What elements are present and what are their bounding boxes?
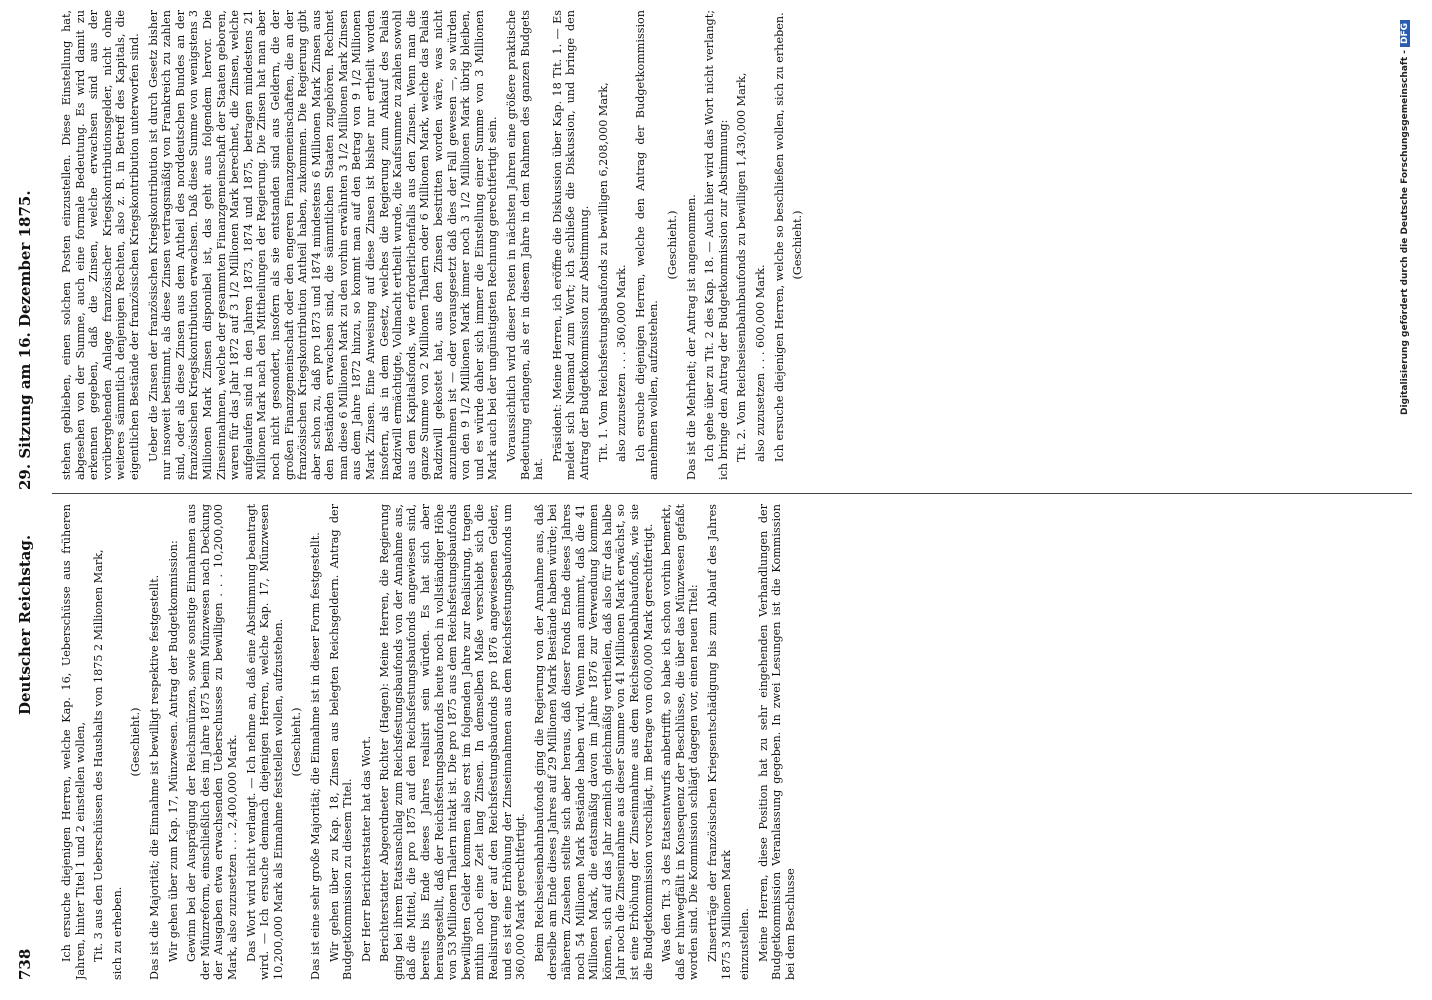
- column-divider: [52, 493, 1412, 494]
- paragraph: stehen geblieben, einen solchen Posten einzustellen. Diese Einstellung hat, abgesehen von der Summe, auch eine formale Bedeutung. Es wird damit zu erkennen gegeben, daß die Zinsen, welche erwachsen sind aus der vorübergehenden Anlage französischer Kriegskontributionsgelder, nicht ohne weiteres sämmtlich denjenigen Rechten, also z. B. in Betreff des Kapitals, die eigentlichen Bestände der französischen Kriegskontribution unterworfen sind.: [60, 10, 141, 480]
- paragraph: Meine Herren, diese Position hat zu sehr eingehenden Verhandlungen der Budgetkommission Veranlassung gegeben. In zwei Lesungen ist die Kommission bei dem Beschlusse: [756, 504, 797, 980]
- paragraph: Was den Tit. 3 des Etatsentwurfs anbetrifft, so habe ich schon vorhin bemerkt, daß er hinwegfällt in Konsequenz der Beschlüsse, die über das Münzwesen gefaßt worden sind. Die Kommission schlägt dagegen vor, einen neuen Titel:: [660, 504, 701, 980]
- paragraph: Gewinn bei der Ausprägung der Reichsmünzen, sowie sonstige Einnahmen aus der Münzreform, einschließlich des im Jahre 1875 beim Münzwesen nach Deckung der Ausgaben etwa erwachsenden Ueberschusses zu bewilligen . . . 10,200,000 Mark, also zuzusetzen . . . 2,400,000 Mark.: [185, 504, 239, 980]
- paragraph: Voraussichtlich wird dieser Posten in nächsten Jahren eine größere praktische Bedeutung erlangen, als er in diesem Jahre in dem Rahmen des ganzen Budgets hat.: [505, 10, 546, 480]
- paragraph: sich zu erheben.: [110, 886, 124, 980]
- dfg-logo: DFG: [1400, 20, 1410, 47]
- header-left-title: Deutscher Reichstag.: [16, 534, 34, 715]
- paragraph: Berichterstatter Abgeordneter Richter (Hagen): Meine Herren, die Regierung ging bei ihrem Etatsanschlag zum Reichsfestungsbaufonds von der Annahme aus, daß die Mittel, die pro 1875 auf den Reichsfestungsbaufonds angewiesen sind, bereits bis Ende dieses Jahres realisirt sein würden. Es hat sich aber herausgestellt, daß der Reichsfestungsbaufonds heute noch in vollständiger Höhe von 53 Millionen Thalern intakt ist. Die pro 1875 aus dem Reichsfestungsbaufonds bewilligten Gelder kommen also erst im folgenden Jahre zur Realisirung, tragen mithin noch eine Zeit lang Zinsen. In demselben Maße verschiebt sich die Realisirung der auf den Reichsfestungsbaufonds pro 1876 angewiesenen Gelder, und es ist eine Erhöhung der Zinseinnahmen aus dem Reichsfestungsbaufonds um 360,000 Mark gerechtfertigt.: [378, 504, 528, 980]
- paragraph: (Geschieht.): [665, 210, 679, 280]
- paragraph: Tit. 3 aus den Ueberschüssen des Haushalts von 1875 2 Millionen Mark,: [92, 549, 106, 962]
- paragraph: Ich gehe über zu Tit. 2 des Kap. 18. — Auch hier wird das Wort nicht verlangt; ich bringe den Antrag der Budgetkommission zur Abstimmung:: [703, 10, 730, 480]
- paragraph: also zuzusetzen . . . 360,000 Mark.: [615, 264, 629, 462]
- footer-text: Digitalisierung gefördert durch die Deutsche Forschungsgemeinschaft -: [1400, 50, 1410, 415]
- paragraph: Ich ersuche diejenigen Herren, welche Kap. 16, Ueberschüsse aus früheren Jahren, hinter Titel 1 und 2 einstellen wollen,: [60, 504, 87, 980]
- page-header: [6, 20, 40, 980]
- header-right-title: 29. Sitzung am 16. Dezember 1875.: [16, 190, 34, 490]
- paragraph: Tit. 2. Vom Reichseisenbahnbaufonds zu bewilligen 1,430,000 Mark,: [735, 72, 749, 462]
- text-column-right: [60, 10, 1410, 480]
- paragraph: Beim Reichseisenbahnbaufonds ging die Regierung von der Annahme aus, daß derselbe am Ende dieses Jahres auf 29 Millionen Mark Bestände haben würde; bei näherem Zusehen stellte sich aber heraus, daß dieser Fonds Ende dieses Jahres noch 54 Millionen Mark Bestände haben wird. Wenn man annimmt, daß die 41 Millionen Mark, die etatsmäßig davon im Jahre 1876 zur Verwendung kommen können, sich auf das Jahr ziemlich gleichmäßig vertheilen, daß also für das halbe Jahr noch die Zinseinnahme aus dieser Summe von 41 Millionen Mark erwächst, so ist eine Erhöhung der Zinseinnahme aus dem Reichseisenbahnbaufonds, wie sie die Budgetkommission vorschlägt, im Betrage von 600,000 Mark gerechtfertigt.: [532, 504, 655, 980]
- paragraph: Wir gehen über zum Kap. 17, Münzwesen. Antrag der Budgetkommission:: [166, 540, 180, 962]
- paragraph: Ich ersuche diejenigen Herren, welche den Antrag der Budgetkommission annehmen wollen, aufzustehen.: [633, 10, 661, 480]
- paragraph: einzustellen.: [738, 908, 752, 980]
- paragraph: also zuzusetzen . . . 600,000 Mark.: [753, 264, 767, 462]
- paragraph: Wir gehen über zu Kap. 18, Zinsen aus belegten Reichsgeldern. Antrag der Budgetkommission zu diesem Titel.: [327, 504, 355, 980]
- paragraph: (Geschieht.): [290, 707, 304, 777]
- paragraph: Das ist die Mehrheit; der Antrag ist angenommen.: [684, 194, 698, 480]
- text-column-left: [60, 504, 1410, 980]
- page-number: 738: [16, 948, 34, 980]
- paragraph: Ueber die Zinsen der französischen Kriegskontribution ist durch Gesetz bisher nur insoweit bestimmt, als diese Zinsen vertragsmäßig von Frankreich zu zahlen sind, oder als diese Zinsen aus dem Antheil des norddeutschen Bundes an der französischen Kriegskontribution erwachsen. Daß diese Summe von wenigstens 3 Millionen Mark Zinsen disponibel ist, das geht aus folgendem hervor. Die Zinseinnahmen, welche der gesammten Finanzgemeinschaft der Staaten geboren, waren für das Jahr 1872 auf 3 1/2 Millionen Mark berechnet, die Zinsen, welche aufgelaufen sind in den Jahren 1873, 1874 und 1875, betragen mindestens 21 Millionen Mark nach den Mittheilungen der Regierung. Die Zinsen hat man aber noch nicht gesondert, insofern als sie entstanden sind aus Geldern, die der großen Finanzgemeinschaft oder den engeren Finanzgemeinschaften, die an der französischen Kriegskontribution Antheil haben, zukommen. Die Regierung gibt aber schon zu, daß pro 1873 und 1874 mindestens 6 Millionen Mark Zinsen aus den Beständen erwachsen sind, die sämmtlichen Staaten zugehören. Rechnet man diese 6 Millionen Mark zu den vorhin erwähnten 3 1/2 Millionen Mark Zinsen aus dem Jahre 1872 hinzu, so kommt man auf den Betrag von 9 1/2 Millionen Mark Zinsen. Eine Anweisung auf diese Zinsen ist bisher nur ertheilt worden insofern, als in dem Gesetz, welches die Regierung zum Ankauf des Palais Radziwill ermächtigte, Vollmacht ertheilt wurde, die Kaufsumme zu zahlen sowohl aus dem Kapitalsfonds, wie erforderlichenfalls aus den Zinsen. Wenn man die ganze Summe von 2 Millionen Thalern oder 6 Millionen Mark, welche das Palais Radziwill gekostet hat, aus den Zinsen bestritten worden wäre, was nicht anzunehmen ist — oder vorausgesetzt daß dies der Fall gewesen —, so würden von den 9 1/2 Millionen Mark immer noch 3 1/2 Millionen Mark übrig bleiben, und es würde daher sich immer die Einstellung einer Summe von 3 Millionen Mark auch bei der ungünstigsten Rechnung gerechtfertigt sein.: [146, 10, 500, 480]
- paragraph: Das ist eine sehr große Majorität; die Einnahme ist in dieser Form festgestellt.: [308, 532, 322, 980]
- digitization-footer: [1400, 20, 1410, 960]
- paragraph: Präsident: Meine Herren, ich eröffne die Diskussion über Kap. 18 Tit. 1. — Es meldet sich Niemand zum Wort; ich schließe die Diskussion, und bringe den Antrag der Budgetkommission zur Abstimmung.: [550, 10, 591, 480]
- paragraph: Das ist die Majorität; die Einnahme ist bewilligt respektive festgestellt.: [147, 574, 161, 980]
- paragraph: (Geschieht.): [791, 210, 805, 280]
- paragraph: Tit. 1. Vom Reichsfestungsbaufonds zu bewilligen 6,208,000 Mark,: [596, 82, 610, 462]
- paragraph: Zinserträge der französischen Kriegsentschädigung bis zum Ablauf des Jahres 1875 3 Millionen Mark: [705, 504, 733, 980]
- paragraph: Der Herr Berichterstatter hat das Wort.: [359, 735, 373, 962]
- paragraph: Das Wort wird nicht verlangt. — Ich nehme an, daß eine Abstimmung beantragt wird. — Ich ersuche demnach diejenigen Herren, welche Kap. 17, Münzwesen 10,200,000 Mark als Einnahme feststellen wollen, aufzustehen.: [244, 504, 285, 980]
- paragraph: Ich ersuche diejenigen Herren, welche so beschließen wollen, sich zu erheben.: [772, 12, 786, 462]
- paragraph: (Geschieht.): [129, 707, 143, 777]
